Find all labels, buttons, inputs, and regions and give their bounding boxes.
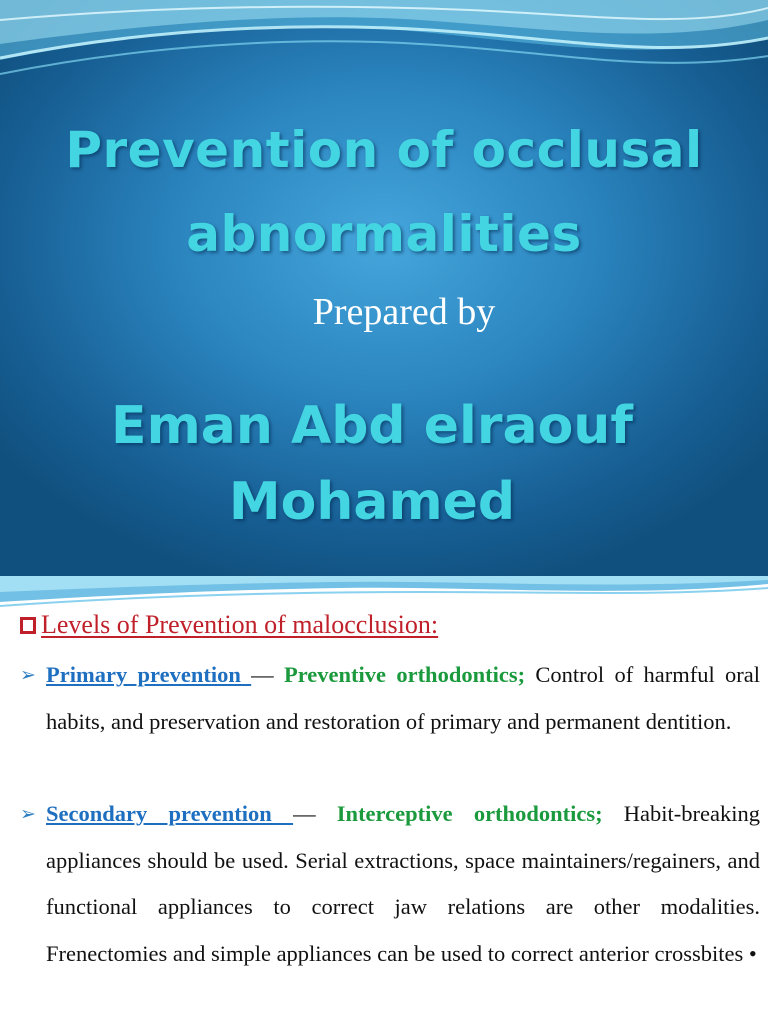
primary-prevention-text: Control of harmful oral habits, and preservation and restoration of primary and permanent dentition. (46, 662, 761, 734)
arrow-bullet-icon: ➢ (20, 803, 36, 825)
heading-text: Levels of Prevention of malocclusion: (41, 610, 439, 639)
title-line-1: Prevention of occlusal (65, 121, 703, 179)
author-line-2: Mohamed (228, 472, 516, 532)
content-slide (0, 576, 768, 1024)
author-line-1: Eman Abd elraouf (111, 396, 633, 456)
slide-title (0, 108, 768, 276)
secondary-prevention-text: Habit-breaking appliances should be used. Serial extractions, space maintainers/regainers, and functional appliances to correct jaw relations are other modalities. Frenectomies and simple appliances can be used to correct anterior crossbites • (46, 801, 761, 966)
preventive-orthodontics-label: Preventive orthodontics; (283, 662, 526, 687)
checkbox-bullet-icon (20, 617, 36, 634)
secondary-prevention-link[interactable]: Secondary prevention (46, 801, 294, 826)
prepared-by-label: Prepared by (312, 291, 496, 333)
title-line-2: abnormalities (186, 205, 582, 263)
dash: — (251, 662, 284, 687)
primary-prevention-link[interactable]: Primary prevention (46, 662, 252, 687)
author-name (0, 388, 744, 540)
interceptive-orthodontics-label: Interceptive orthodontics; (336, 801, 603, 826)
levels-heading (20, 610, 438, 640)
bullet-secondary-prevention (20, 791, 761, 977)
arrow-bullet-icon: ➢ (20, 664, 36, 686)
dash: — (293, 801, 337, 826)
bullet-primary-prevention (20, 652, 761, 745)
